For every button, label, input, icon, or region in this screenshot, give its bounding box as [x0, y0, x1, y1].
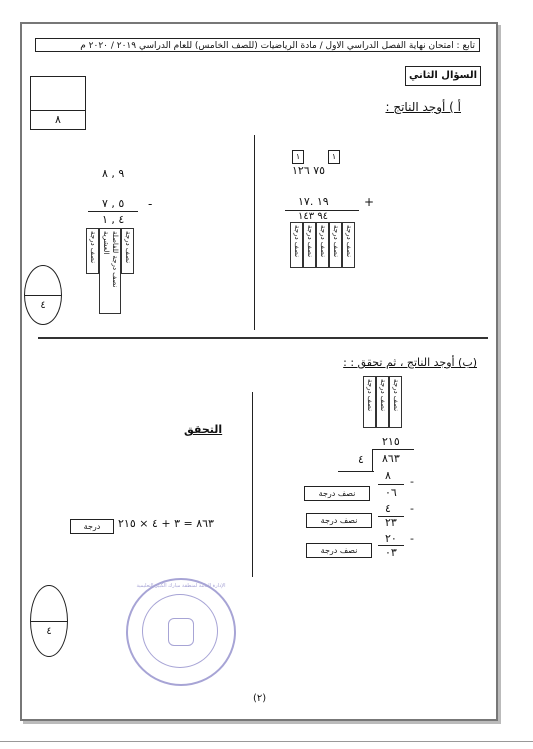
score-oval-a	[24, 265, 62, 325]
question-title: السؤال الثاني	[405, 66, 481, 86]
subtraction-bottom: ٥ , ٧	[102, 197, 125, 210]
mark-cell: نصف درجة	[376, 376, 389, 428]
half-mark-3: نصف درجة	[306, 543, 372, 558]
check-equation: ٨٦٣ = ٣ + ٤ × ٢١٥	[118, 517, 214, 530]
step-5: ٢٠	[385, 532, 397, 545]
dividend: ٨٦٣	[382, 452, 400, 465]
op-1: -	[410, 475, 414, 488]
part-b-marks	[363, 376, 402, 428]
stamp-emblem-icon	[168, 618, 194, 646]
page-border	[20, 22, 498, 721]
step-3: ٤	[385, 502, 391, 515]
subtraction-line	[88, 211, 138, 212]
page-number: (٢)	[253, 693, 267, 704]
divisor: ٤	[358, 453, 364, 466]
score-oval-b-value: ٤	[46, 626, 52, 637]
mark-cell: نصف درجة	[290, 222, 303, 268]
score-box	[30, 76, 86, 130]
addition-top: ٧٥ ١٢٦	[292, 164, 326, 177]
mark-cell: نصف درجة للفاصلة العشرية	[99, 228, 121, 314]
step-1: ٨	[385, 469, 391, 482]
header-text: تابع : امتحان نهاية الفصل الدراسي الاول / مادة الرياضيات (للصف الخامس) للعام الدراسي ٢٠١٩ / ٢٠٢٠ م	[80, 41, 475, 51]
addition-bottom: ١٩ .١٧	[298, 195, 329, 208]
bottom-divider	[252, 392, 253, 577]
subtraction-top: ٩ , ٨	[102, 167, 125, 180]
subtraction-marks	[86, 228, 134, 314]
step-4: ٢٣	[385, 516, 397, 529]
mark-cell: نصف درجة	[342, 222, 355, 268]
division-bracket	[372, 449, 373, 471]
mark-cell: نصف درجة	[303, 222, 316, 268]
check-title: التحقق	[184, 423, 223, 436]
section-separator	[38, 337, 488, 339]
mark-cell: نصف درجة	[389, 376, 402, 428]
op-2: -	[410, 502, 414, 515]
score-oval-b	[30, 585, 68, 657]
step-6: ٠٣	[385, 546, 397, 559]
mark-cell: نصف درجة	[316, 222, 329, 268]
carry-2: ١	[328, 150, 340, 164]
step-line-1	[378, 484, 404, 485]
subtraction-result: ٤ , ١	[102, 213, 125, 226]
division-underline	[338, 471, 374, 472]
carry-1: ١	[292, 150, 304, 164]
score-oval-a-value: ٤	[40, 300, 46, 311]
subtraction-op: -	[148, 197, 153, 211]
bottom-rule	[0, 741, 533, 742]
check-mark: درجة	[70, 519, 114, 534]
score-box-value: ٨	[55, 113, 61, 126]
part-a-instruction: أ ) أوجد الناتج :	[385, 100, 461, 114]
half-mark-1: نصف درجة	[304, 486, 370, 501]
official-stamp	[126, 578, 236, 686]
mark-cell: نصف درجة	[86, 228, 99, 274]
mark-cell: نصف درجة	[121, 228, 134, 274]
header-bar	[35, 38, 480, 52]
addition-result: ٩٤ ١٤٣	[298, 211, 329, 222]
half-mark-2: نصف درجة	[306, 513, 372, 528]
mark-cell: نصف درجة	[363, 376, 376, 428]
division-bar	[372, 449, 414, 450]
op-3: -	[410, 532, 414, 545]
quotient: ٢١٥	[382, 435, 400, 448]
part-b-instruction: (ب) أوجد الناتج ، ثم تحقق : :	[343, 356, 477, 369]
addition-marks	[290, 222, 355, 268]
addition-op: +	[364, 195, 375, 209]
top-divider	[254, 135, 255, 330]
stamp-text: الإدارة العامة لمنطقة مبارك الكبير التعليمية	[136, 583, 226, 589]
step-2: ٠٦	[385, 486, 397, 499]
mark-cell: نصف درجة	[329, 222, 342, 268]
